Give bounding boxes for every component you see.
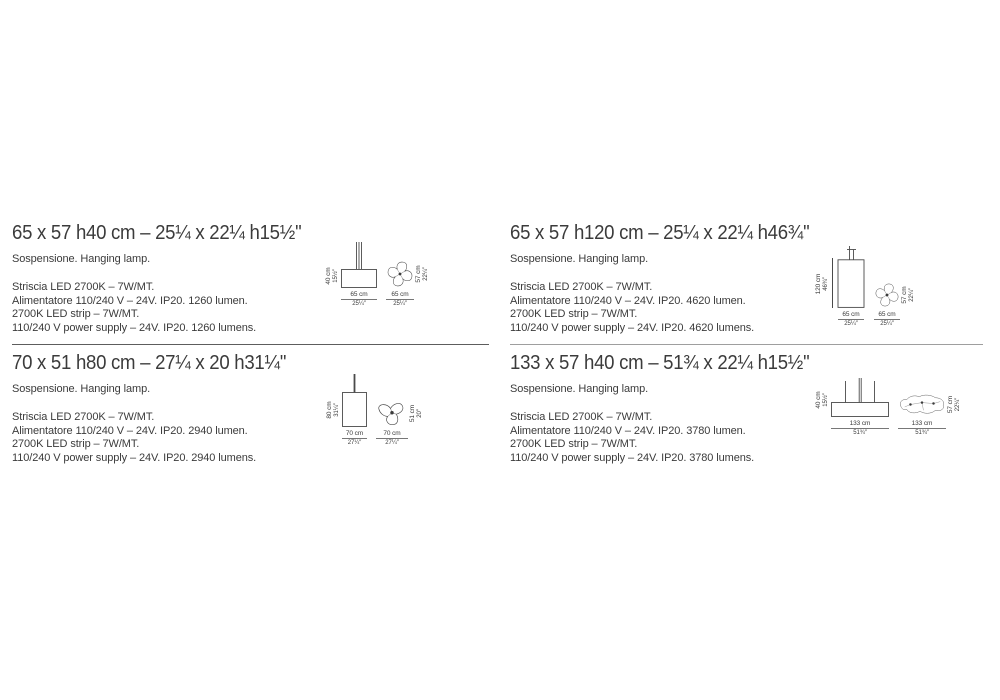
side-view-drawing — [831, 378, 889, 417]
height-dimension-label: 40 cm 15½″ — [324, 267, 339, 285]
spec-line: Striscia LED 2700K – 7W/MT. — [12, 411, 155, 423]
depth-dimension-label: 57 cm 22¼″ — [900, 286, 915, 304]
row-divider-left — [12, 344, 489, 345]
spec-line: Striscia LED 2700K – 7W/MT. — [510, 411, 653, 423]
product-title: 133 x 57 h40 cm – 51¾ x 22¼ h15½'' — [510, 352, 810, 374]
row-divider-right — [510, 344, 983, 345]
height-dimension-label: 40 cm 15½″ — [814, 391, 829, 409]
depth-dimension-label: 57 cm 22¼″ — [946, 395, 961, 414]
top-view-drawing — [376, 400, 408, 427]
product-block-65x57-h40 — [12, 222, 490, 335]
product-title: 70 x 51 h80 cm – 27¼ x 20 h31¼'' — [12, 352, 287, 374]
product-block-70x51-h80 — [12, 352, 490, 465]
side-view-drawing — [341, 242, 377, 288]
width-dimension-label: 70 cm 27¼″ — [376, 430, 408, 447]
height-dimension-line — [832, 258, 833, 308]
side-view-figure — [326, 242, 377, 308]
side-view-drawing — [837, 246, 865, 308]
width-dimension-label: 70 cm 27¼″ — [342, 430, 367, 447]
top-view-figure — [386, 260, 429, 308]
spec-line: 110/240 V power supply – 24V. IP20. 4620 lumens. — [510, 321, 755, 334]
height-dimension-label: 80 cm 31¼″ — [325, 401, 340, 419]
width-dimension-label: 65 cm 25¼″ — [838, 311, 864, 328]
spec-line: 110/240 V power supply – 24V. IP20. 2940 lumens. — [12, 451, 257, 464]
product-specs — [510, 281, 988, 335]
spec-line: 2700K LED strip – 7W/MT. — [510, 438, 638, 450]
spec-line: 2700K LED strip – 7W/MT. — [12, 308, 140, 320]
width-dimension-label: 133 cm 51¾″ — [898, 420, 946, 437]
width-dimension-label: 65 cm 25¼″ — [386, 291, 414, 308]
product-subtitle: Sospensione. Hanging lamp. — [12, 253, 151, 265]
top-view-figure — [898, 392, 961, 437]
spec-line: Striscia LED 2700K – 7W/MT. — [510, 281, 653, 293]
depth-dimension-label: 57 cm 22¼″ — [414, 265, 429, 283]
top-view-drawing — [898, 392, 946, 417]
product-block-65x57-h120 — [510, 222, 988, 335]
side-view-figure — [327, 374, 367, 447]
product-subtitle: Sospensione. Hanging lamp. — [510, 383, 649, 395]
spec-line: Alimentatore 110/240 V – 24V. IP20. 4620 lumen. — [510, 294, 746, 307]
top-view-drawing — [874, 282, 900, 308]
spec-line: 110/240 V power supply – 24V. IP20. 1260 lumens. — [12, 321, 257, 334]
dimension-diagram — [326, 242, 429, 308]
side-view-drawing — [342, 374, 367, 427]
top-view-drawing — [386, 260, 414, 288]
width-dimension-label: 65 cm 25¼″ — [874, 311, 900, 328]
spec-line: 2700K LED strip – 7W/MT. — [510, 308, 638, 320]
product-title: 65 x 57 h120 cm – 25¼ x 22¼ h46¾'' — [510, 222, 810, 244]
spec-line: Alimentatore 110/240 V – 24V. IP20. 2940 lumen. — [12, 424, 248, 437]
dimension-diagram — [327, 374, 423, 447]
dimension-diagram — [816, 378, 961, 437]
product-subtitle: Sospensione. Hanging lamp. — [510, 253, 649, 265]
height-dimension-label: 120 cm 46¾″ — [814, 273, 829, 295]
side-view-figure — [816, 246, 865, 328]
depth-dimension-label: 51 cm 20″ — [408, 404, 423, 423]
product-title: 65 x 57 h40 cm – 25¼ x 22¼ h15½'' — [12, 222, 302, 244]
width-dimension-label: 133 cm 51¾″ — [831, 420, 889, 437]
dimension-diagram — [816, 246, 915, 328]
spec-line: Striscia LED 2700K – 7W/MT. — [12, 281, 155, 293]
spec-line: Alimentatore 110/240 V – 24V. IP20. 3780 lumen. — [510, 424, 746, 437]
top-view-figure — [376, 400, 423, 447]
product-block-133x57-h40 — [510, 352, 988, 465]
product-subtitle: Sospensione. Hanging lamp. — [12, 383, 151, 395]
spec-line: 110/240 V power supply – 24V. IP20. 3780 lumens. — [510, 451, 755, 464]
spec-line: Alimentatore 110/240 V – 24V. IP20. 1260 lumen. — [12, 294, 248, 307]
width-dimension-label: 65 cm 25¼″ — [341, 291, 377, 308]
side-view-figure — [816, 378, 889, 437]
top-view-figure — [874, 282, 915, 328]
spec-line: 2700K LED strip – 7W/MT. — [12, 438, 140, 450]
